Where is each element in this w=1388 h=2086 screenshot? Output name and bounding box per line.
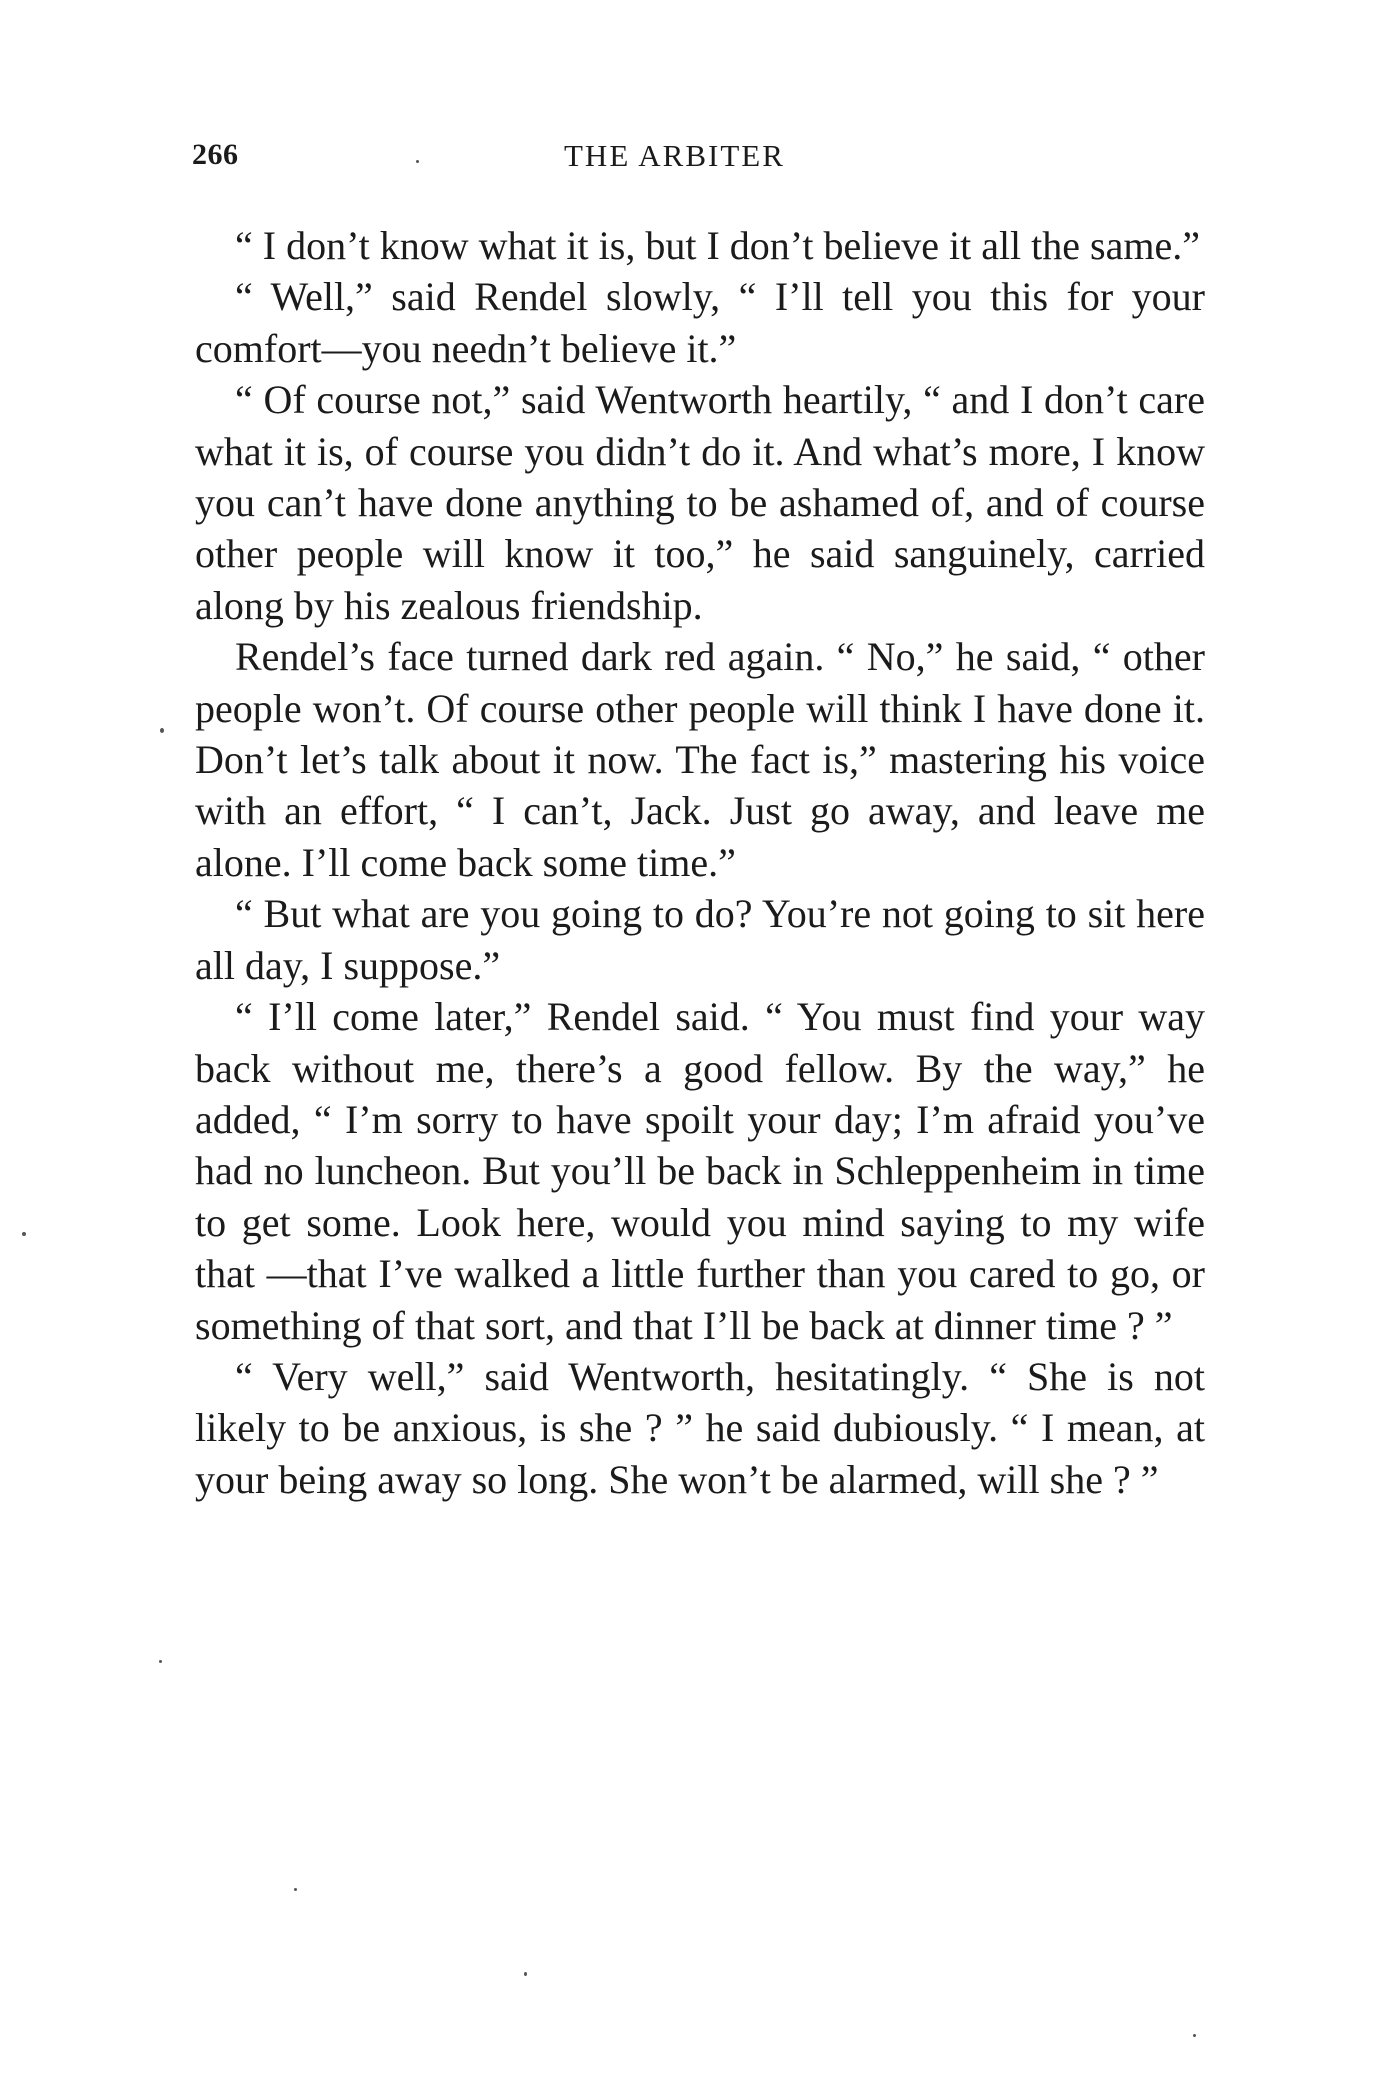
paragraph-1: “ I don’t know what it is, but I don’t believe it all the same.” xyxy=(235,223,1200,268)
print-speck xyxy=(159,1660,162,1663)
paragraph-2: “ Well,” said Rendel slowly, “ I’ll tell you this for your comfort—you needn’t believe it.” xyxy=(195,274,1205,371)
print-speck xyxy=(22,1232,26,1236)
running-title: THE ARBITER xyxy=(564,138,785,173)
print-speck xyxy=(524,1972,527,1976)
print-speck xyxy=(294,1888,297,1891)
running-head xyxy=(192,138,1204,182)
body-text xyxy=(195,220,1205,1505)
paragraph-5: “ But what are you going to do? You’re not going to sit here all day, I suppose.” xyxy=(195,891,1205,988)
paragraph-7: “ Very well,” said Wentworth, hesitatingly. “ She is not likely to be anxious, is she ? ” he said dubiously. “ I mean, at your being away so long. She won’t be alarmed, will she ? ” xyxy=(195,1353,1205,1502)
print-speck xyxy=(160,728,164,733)
paragraph-6: “ I’ll come later,” Rendel said. “ You must find your way back without me, there’s a good fellow. By the way,” he added, “ I’m sorry to have spoilt your day; I’m afraid you’ve had no luncheon. But you’ll be back in Schleppenheim in time to get some. Look here, would you mind saying to my wife that —that I’ve walked a little further than you cared to go, or something of that sort, and that I’ll be back at dinner time ? ” xyxy=(195,994,1205,1348)
paragraph-3: “ Of course not,” said Wentworth heartily, “ and I don’t care what it is, of course you didn’t do it. And what’s more, I know you can’t have done anything to be ashamed of, and of course other people will know it too,” he said sanguinely, carried along by his zealous friendship. xyxy=(195,377,1205,628)
paragraph-4: Rendel’s face turned dark red again. “ No,” he said, “ other people won’t. Of course other people will think I have done it. Don’t let’s talk about it now. The fact is,” mastering his voice with an effort, “ I can’t, Jack. Just go away, and leave me alone. I’ll come back some time.” xyxy=(195,634,1205,885)
print-speck xyxy=(1193,2034,1196,2037)
page-number: 266 xyxy=(192,138,239,171)
print-speck xyxy=(416,160,419,163)
